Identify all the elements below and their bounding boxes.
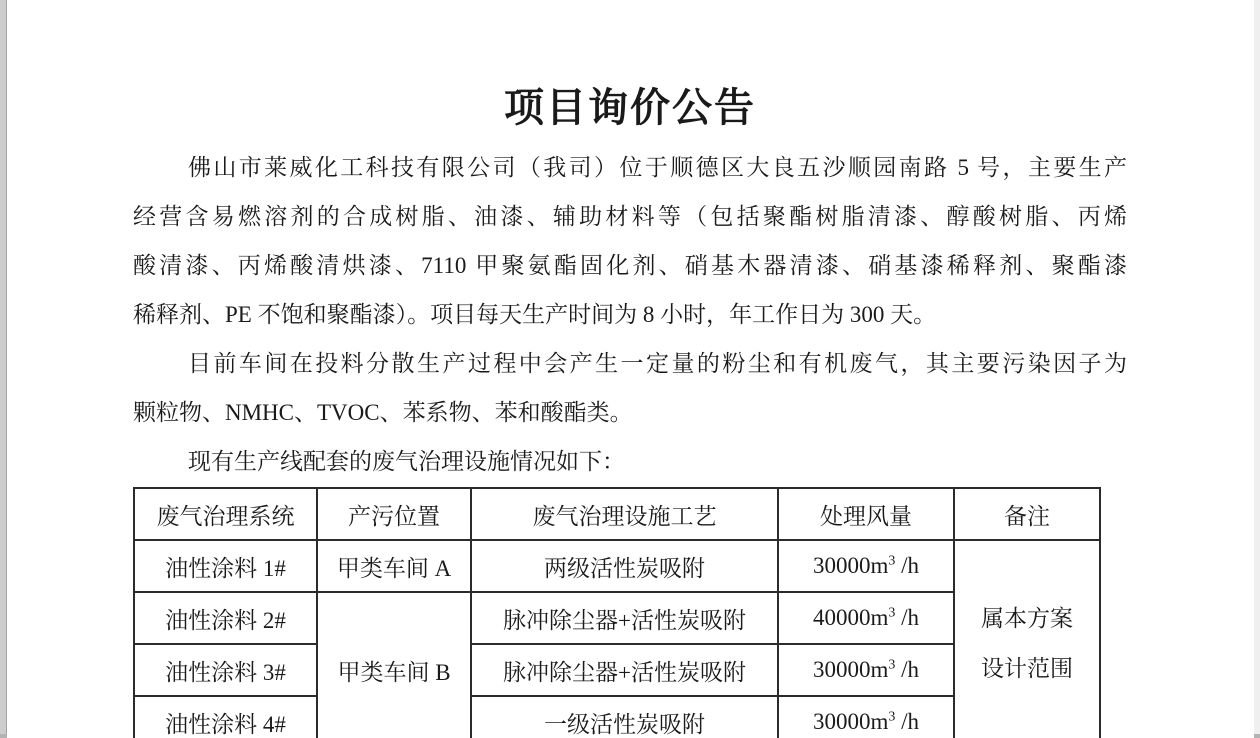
airflow-cell[interactable] — [778, 696, 954, 738]
header-cell[interactable]: 废气治理系统 — [134, 488, 317, 540]
system-cell[interactable]: 油性涂料 2# — [134, 592, 317, 644]
header-cell[interactable]: 产污位置 — [317, 488, 471, 540]
table-header-row — [134, 488, 1100, 540]
airflow-cell[interactable] — [778, 644, 954, 696]
document-title[interactable]: 项目询价公告 — [504, 85, 756, 130]
airflow-cell[interactable] — [778, 540, 954, 592]
system-cell[interactable]: 油性涂料 1# — [134, 540, 317, 592]
airflow-value: 30000m — [812, 709, 889, 734]
airflow-exponent: 3 — [888, 553, 896, 569]
airflow-exponent: 3 — [888, 657, 896, 673]
paragraph-line[interactable]: 酸清漆、丙烯酸清烘漆、7110 甲聚氨酯固化剂、硝基木器清漆、硝基漆稀释剂、聚酯漆 — [133, 253, 1127, 278]
left-page-edge — [0, 0, 7, 738]
remark-line: 属本方案 — [981, 606, 1073, 631]
paragraph-line[interactable]: 佛山市莱威化工科技有限公司（我司）位于顺德区大良五沙顺园南路 5 号，主要生产 — [188, 155, 1127, 180]
process-cell[interactable]: 脉冲除尘器+活性炭吸附 — [471, 644, 778, 696]
paragraph-line[interactable]: 经营含易燃溶剂的合成树脂、油漆、辅助材料等（包括聚酯树脂清漆、醇酸树脂、丙烯 — [133, 204, 1127, 229]
process-cell[interactable]: 脉冲除尘器+活性炭吸附 — [471, 592, 778, 644]
location-cell[interactable]: 甲类车间 B — [317, 592, 471, 738]
remark-line: 设计范围 — [981, 656, 1073, 681]
airflow-unit: /h — [895, 657, 920, 682]
system-cell[interactable]: 油性涂料 3# — [134, 644, 317, 696]
location-cell[interactable]: 甲类车间 A — [317, 540, 471, 592]
airflow-exponent: 3 — [888, 709, 896, 725]
airflow-unit: /h — [895, 605, 920, 630]
airflow-cell[interactable] — [778, 592, 954, 644]
airflow-unit: /h — [895, 553, 920, 578]
header-cell[interactable]: 备注 — [954, 488, 1100, 540]
paragraph-line[interactable]: 目前车间在投料分散生产过程中会产生一定量的粉尘和有机废气，其主要污染因子为 — [188, 351, 1127, 376]
airflow-value: 30000m — [812, 657, 889, 682]
airflow-exponent: 3 — [888, 605, 896, 621]
waste-gas-treatment-table — [133, 487, 1101, 738]
airflow-unit: /h — [895, 709, 920, 734]
remark-cell[interactable] — [954, 540, 1100, 738]
table-row — [134, 540, 1100, 592]
document-page[interactable] — [7, 0, 1254, 738]
airflow-value: 30000m — [812, 553, 889, 578]
header-cell[interactable]: 废气治理设施工艺 — [471, 488, 778, 540]
right-page-edge — [1253, 0, 1260, 738]
airflow-value: 40000m — [812, 605, 889, 630]
header-cell[interactable]: 处理风量 — [778, 488, 954, 540]
paragraph-line[interactable]: 颗粒物、NMHC、TVOC、苯系物、苯和酸酯类。 — [133, 400, 633, 425]
system-cell[interactable]: 油性涂料 4# — [134, 696, 317, 738]
paragraph-line[interactable]: 现有生产线配套的废气治理设施情况如下： — [188, 449, 625, 474]
process-cell[interactable]: 两级活性炭吸附 — [471, 540, 778, 592]
paragraph-line[interactable]: 稀释剂、PE 不饱和聚酯漆）。项目每天生产时间为 8 小时，年工作日为 300 天。 — [133, 302, 937, 327]
document-body — [133, 143, 1127, 486]
process-cell[interactable]: 一级活性炭吸附 — [471, 696, 778, 738]
